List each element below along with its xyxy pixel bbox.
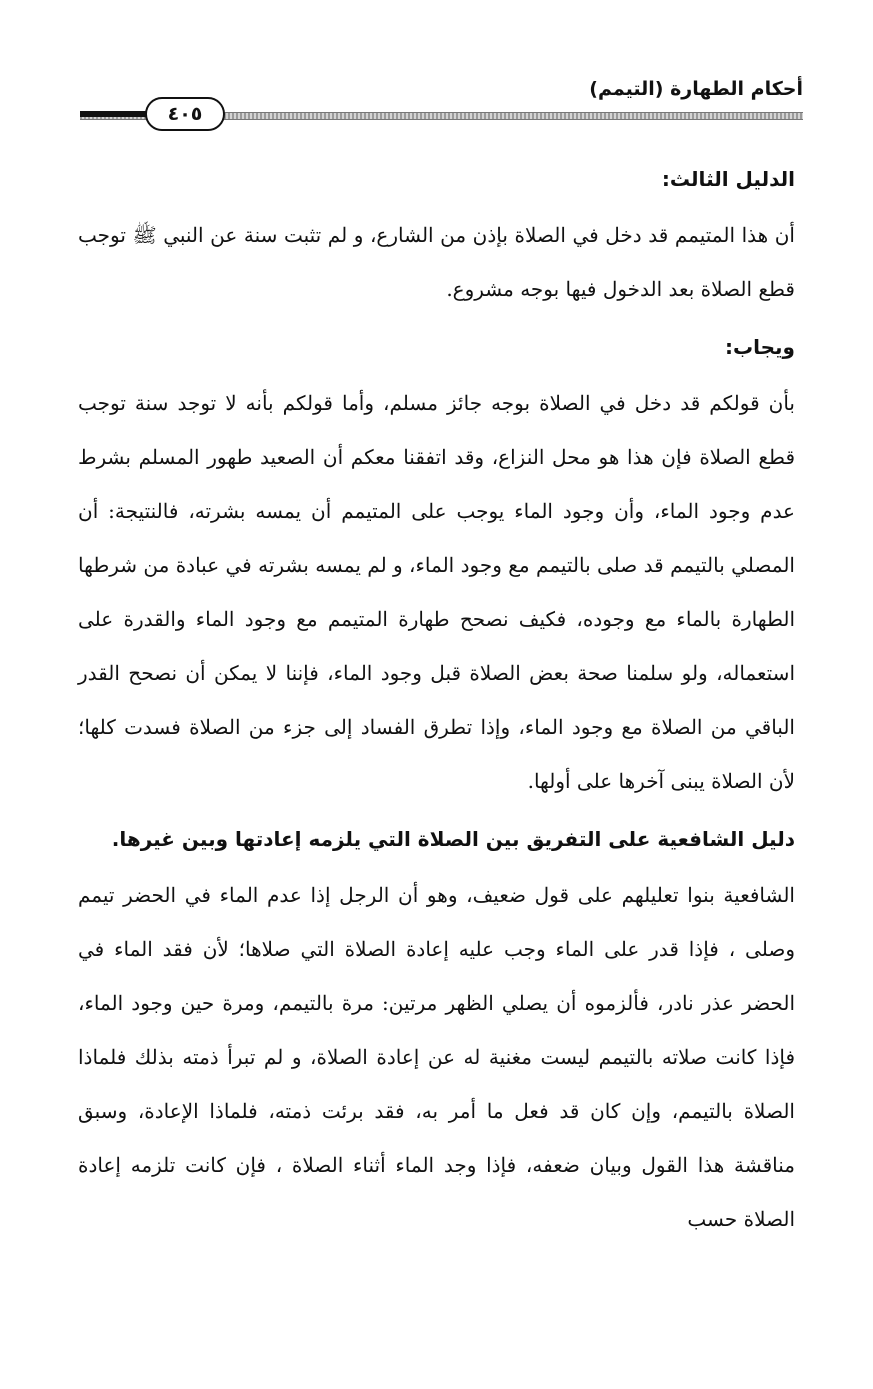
page-number-badge: ٤٠٥ bbox=[145, 97, 225, 131]
paragraph: أن هذا المتيمم قد دخل في الصلاة بإذن من الشارع، و لم تثبت سنة عن النبي ﷺ توجب قطع الصلاة بعد الدخول فيها بوجه مشروع. bbox=[78, 223, 795, 301]
page-body bbox=[78, 150, 795, 1246]
section-heading: ويجاب: bbox=[725, 335, 795, 359]
section-heading: الدليل الثالث: bbox=[661, 167, 795, 191]
header-rule-accent bbox=[80, 111, 155, 117]
paragraph: الشافعية بنوا تعليلهم على قول ضعيف، وهو أن الرجل إذا عدم الماء في الحضر تيمم وصلى ، فإذا قدر على الماء وجب عليه إعادة الصلاة التي صلاها؛ لأن فقد الماء في الحضر عذر نادر، فألزموه أن يصلي الظهر مرتين: مرة بالتيمم، ومرة حين وجود الماء، فإذا كانت صلاته بالتيمم ليست مغنية له عن إعادة الصلاة، و لم تبرأ ذمته بذلك فلماذا الصلاة بالتيمم، وإن كان قد فعل ما أمر به، فقد برئت ذمته، فلماذا الإعادة، وسبق مناقشة هذا القول وبيان ضعفه، فإذا وجد الماء أثناء الصلاة ، فإن كانت تلزمه إعادة الصلاة حسب bbox=[78, 883, 795, 1231]
section-heading: دليل الشافعية على التفريق بين الصلاة التي يلزمه إعادتها وبين غيرها. bbox=[111, 827, 795, 851]
running-title: أحكام الطهارة (التيمم) bbox=[589, 78, 803, 100]
paragraph: بأن قولكم قد دخل في الصلاة بوجه جائز مسلم، وأما قولكم بأنه لا توجد سنة توجب قطع الصلاة فإن هذا هو محل النزاع، وقد اتفقنا معكم أن الصعيد طهور المسلم بشرط عدم وجود الماء، وأن وجود الماء يوجب على المتيمم أن يمسه بشرته، فالنتيجة: أن المصلي بالتيمم قد صلى بالتيمم مع وجود الماء، و لم يمسه بشرته في عبادة من شرطها الطهارة بالماء مع وجوده، فكيف نصحح طهارة المتيمم مع وجود الماء والقدرة على استعماله، ولو سلمنا صحة بعض الصلاة قبل وجود الماء، فإننا لا يمكن أن نصحح القدر الباقي من الصلاة مع وجود الماء، وإذا تطرق الفساد إلى جزء من الصلاة فسدت كلها؛ لأن الصلاة يبنى آخرها على أولها. bbox=[78, 391, 795, 793]
page-header bbox=[80, 70, 803, 140]
